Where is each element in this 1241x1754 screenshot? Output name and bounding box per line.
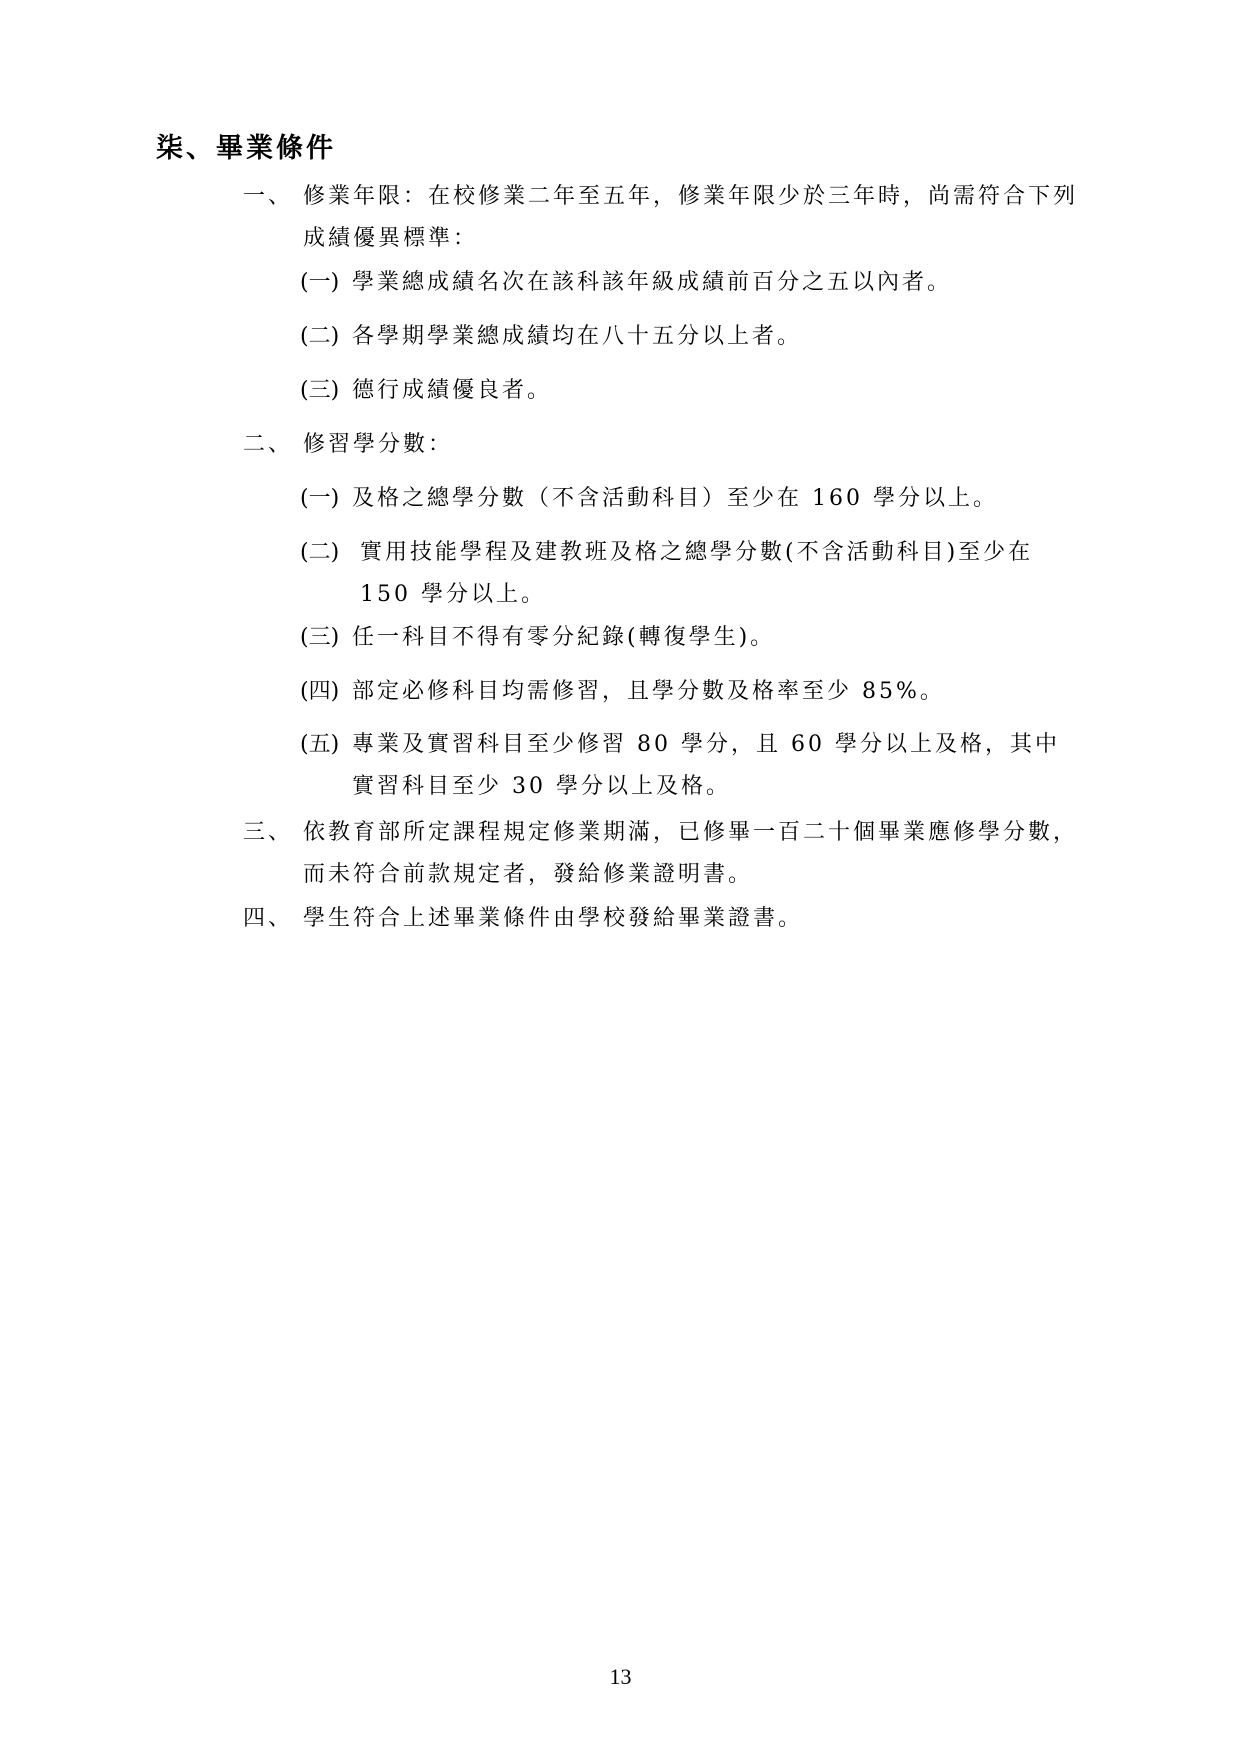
- list-item-marker: 三、: [243, 820, 294, 845]
- list-item-text: 修業年限：在校修業二年至五年，修業年限少於三年時，尚需符合下列成績優異標準：: [303, 184, 1079, 251]
- section-title: 柒、畢業條件: [156, 133, 336, 164]
- sub-item-text: 學業總成績名次在該科該年級成績前百分之五以內者。: [352, 270, 953, 295]
- list-item-marker: 一、: [243, 184, 294, 209]
- page-number: 13: [609, 1664, 632, 1689]
- sub-item-marker: (三): [300, 378, 340, 403]
- list-item-marker: 四、: [243, 906, 294, 931]
- list-item-text: 學生符合上述畢業條件由學校發給畢業證書。: [303, 906, 804, 931]
- sub-item-marker: (一): [300, 486, 340, 511]
- list-item-text: 依教育部所定課程規定修業期滿，已修畢一百二十個畢業應修學分數，而未符合前款規定者，發給修業證明書。: [303, 820, 1079, 887]
- sub-item-text: 專業及實習科目至少修習 80 學分，且 60 學分以上及格，其中實習科目至少 30 學分以上及格。: [352, 732, 1060, 799]
- list-item-marker: 二、: [243, 432, 294, 457]
- sub-item-marker: (二): [300, 540, 340, 565]
- sub-item-marker: (三): [300, 625, 340, 650]
- sub-item-text: 德行成績優良者。: [352, 378, 553, 403]
- sub-item-text: 及格之總學分數（不含活動科目）至少在 160 學分以上。: [352, 486, 998, 511]
- sub-item-marker: (四): [300, 679, 340, 704]
- sub-item-marker: (五): [300, 732, 340, 757]
- sub-item-text: 部定必修科目均需修習，且學分數及格率至少 85%。: [352, 679, 945, 704]
- sub-item-text: 實用技能學程及建教班及格之總學分數(不含活動科目)至少在 150 學分以上。: [360, 540, 1034, 607]
- sub-item-marker: (二): [300, 324, 340, 349]
- sub-item-text: 各學期學業總成績均在八十五分以上者。: [352, 324, 803, 349]
- list-item-text: 修習學分數：: [303, 432, 454, 457]
- sub-item-text: 任一科目不得有零分紀錄(轉復學生)。: [352, 625, 776, 650]
- sub-item-marker: (一): [300, 270, 340, 295]
